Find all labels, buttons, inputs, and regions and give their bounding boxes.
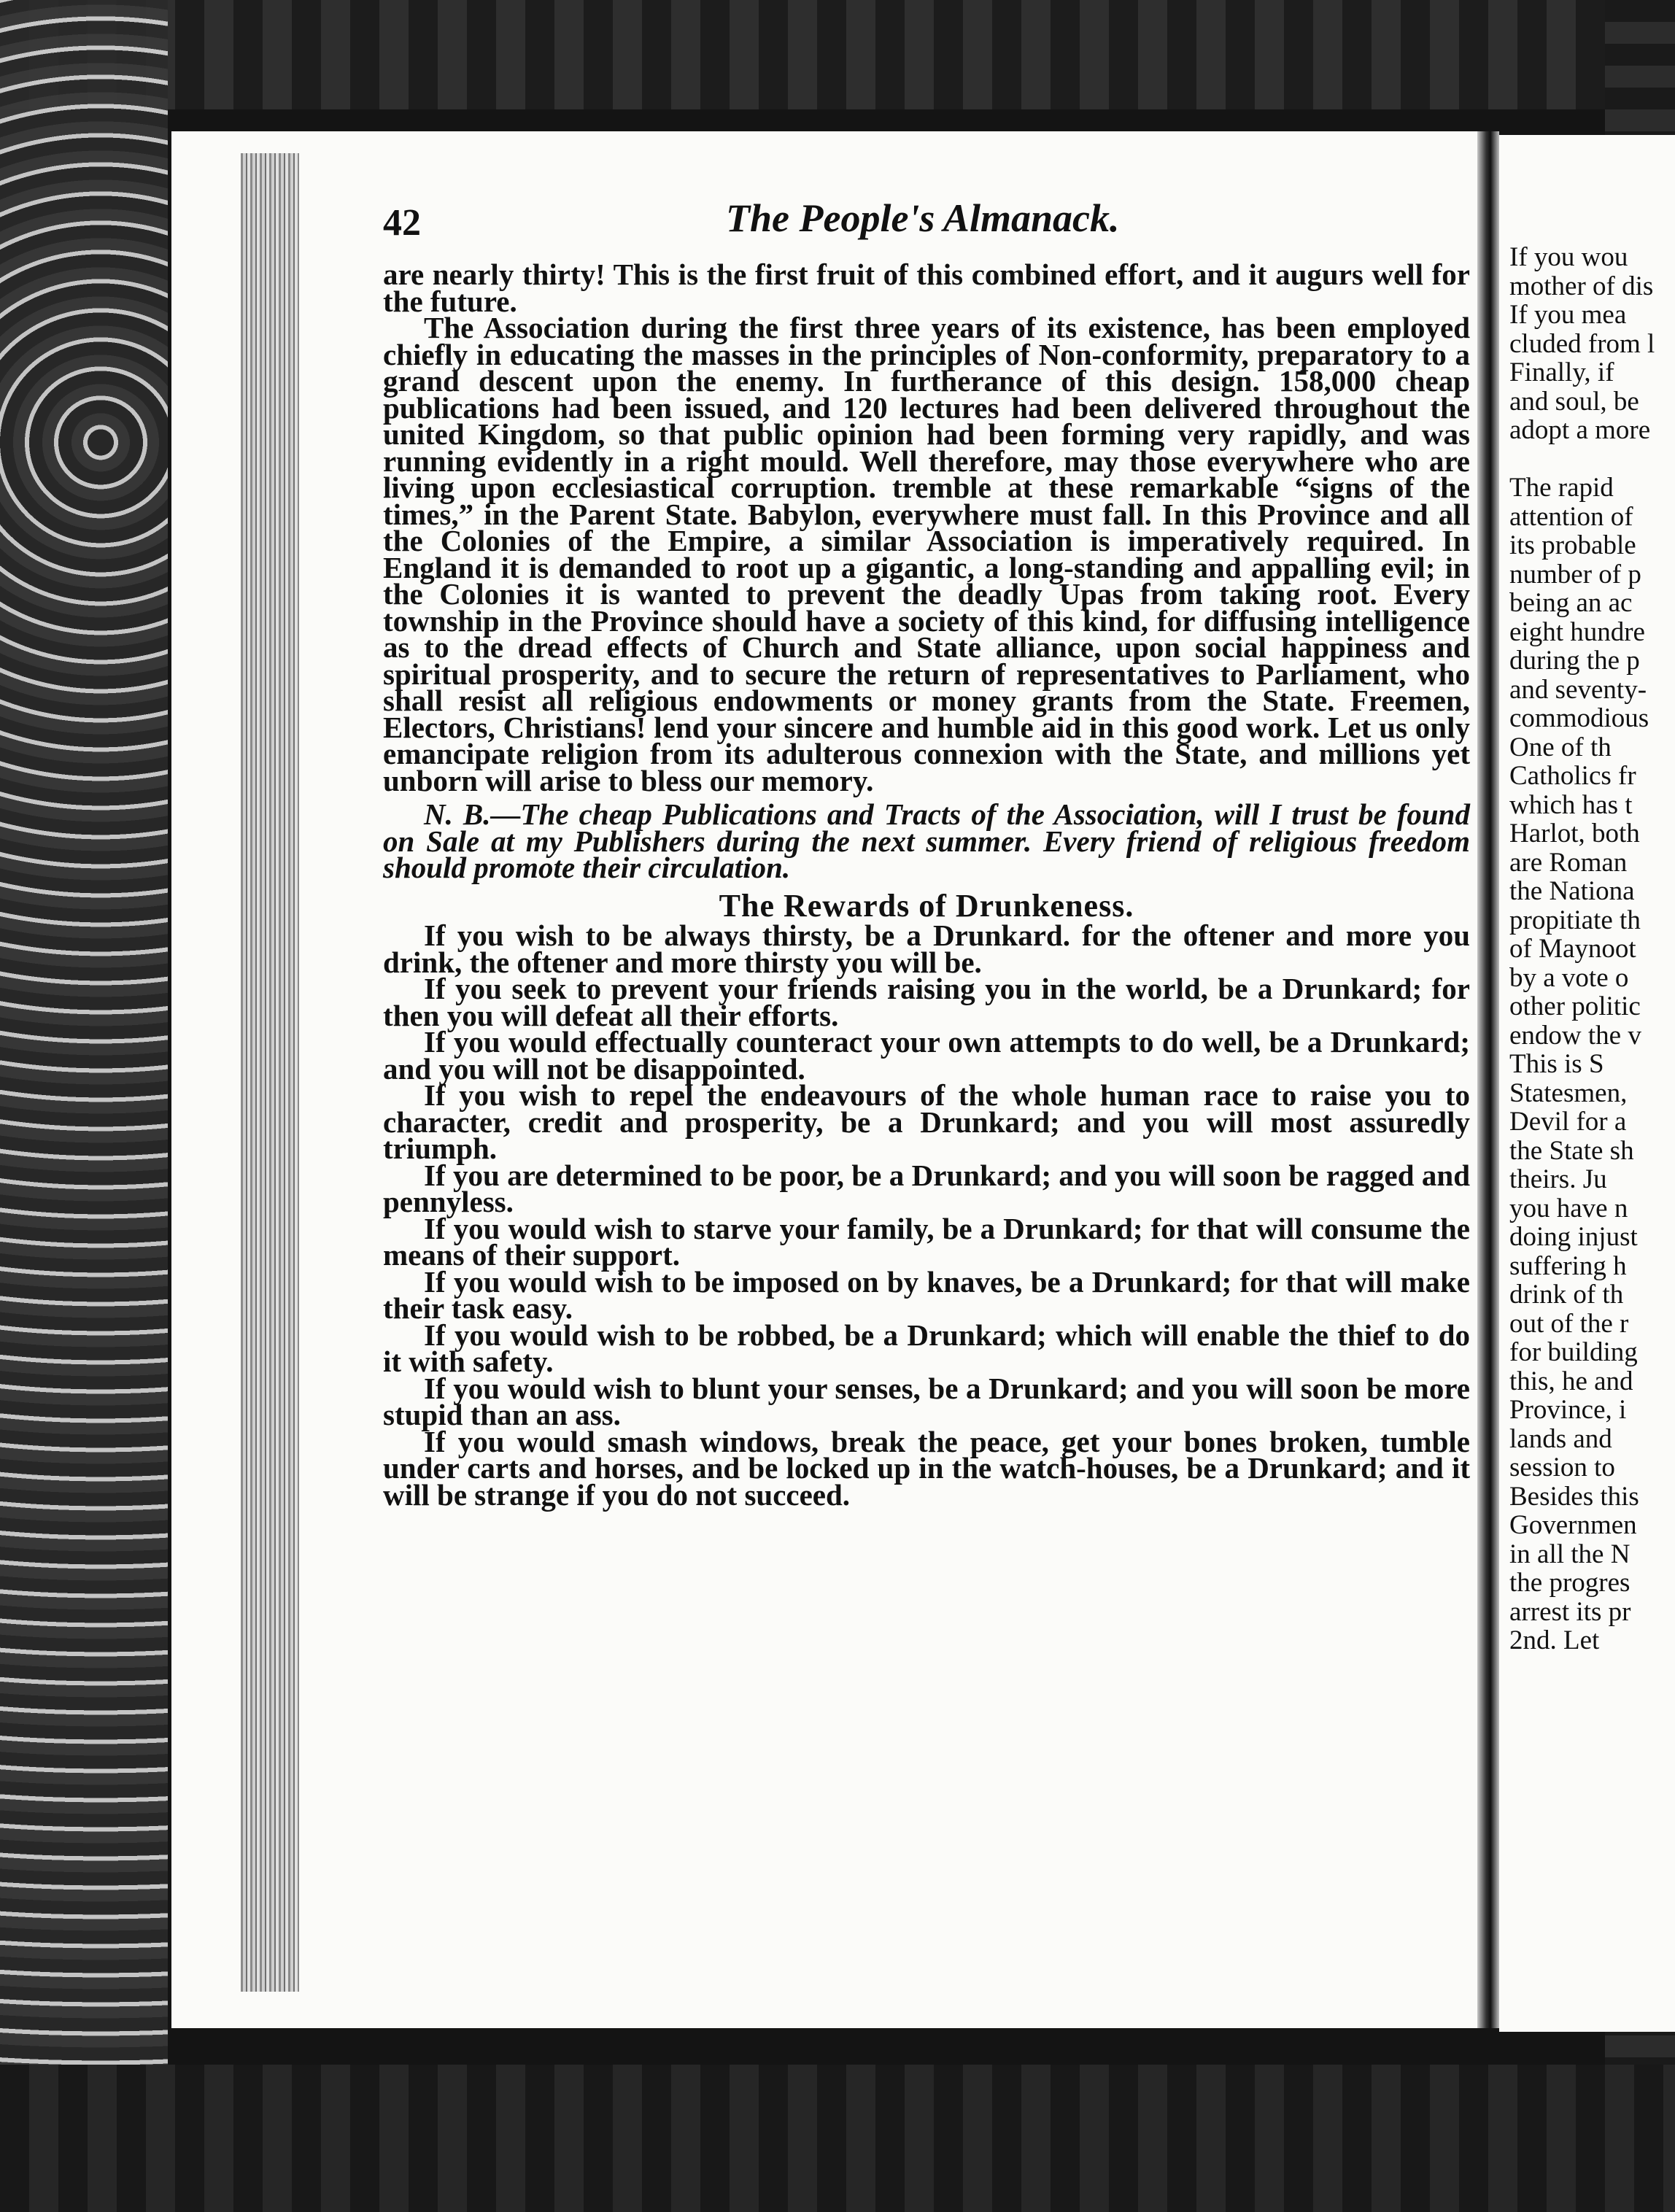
right-page-line: suffering h [1509, 1250, 1627, 1281]
right-page-line: One of th [1509, 732, 1612, 762]
right-page-line: in all the N [1509, 1539, 1630, 1569]
right-page-line: theirs. Ju [1509, 1164, 1607, 1194]
right-page-line: for building [1509, 1337, 1638, 1367]
page-block-edge [241, 153, 299, 1992]
right-page-line: 2nd. Let [1509, 1625, 1600, 1655]
list-item: If you would wish to be imposed on by knaves, be a Drunkard; for that will make their task easy. [383, 1264, 1470, 1325]
list-item: If you would effectually counteract your own attempts to do well, be a Drunkard; and you will not be disappointed. [383, 1025, 1470, 1086]
right-page-line: This is S [1509, 1049, 1604, 1079]
right-page-line: you have n [1509, 1193, 1628, 1223]
right-page-line: adopt a more [1509, 415, 1651, 445]
right-page-line: endow the v [1509, 1020, 1641, 1051]
right-page-line: other politic [1509, 991, 1641, 1021]
running-title: The People's Almanack. [726, 196, 1120, 240]
scan-background-top [0, 0, 1675, 109]
right-page-line: by a vote o [1509, 962, 1629, 993]
right-page-line: and soul, be [1509, 386, 1639, 417]
right-page-line: session to [1509, 1453, 1615, 1482]
right-page-line: the progres [1509, 1568, 1630, 1598]
running-head [383, 196, 1470, 261]
right-page-line: being an ac [1509, 588, 1633, 618]
right-page-line: cluded from l [1509, 328, 1655, 359]
right-page-line: commodious [1509, 703, 1649, 733]
right-page-line: Harlot, both [1509, 819, 1640, 848]
right-page-line: drink of th [1509, 1280, 1624, 1310]
marbled-endpaper [0, 0, 168, 2212]
right-page-line: the Nationa [1509, 876, 1635, 906]
right-page-line: Besides this [1509, 1481, 1639, 1512]
scan-background-bottom [0, 2065, 1675, 2212]
right-page-line: Devil for a [1509, 1107, 1627, 1137]
right-page-text [1509, 243, 1675, 1655]
right-page-line: Governmen [1509, 1510, 1637, 1540]
right-page-line: Statesmen, [1509, 1078, 1628, 1108]
book-gutter [1477, 131, 1499, 2028]
right-page-line: The rapid [1509, 473, 1614, 503]
right-page-line: attention of [1509, 501, 1633, 532]
list-item: If you would wish to blunt your senses, be a Drunkard; and you will soon be more stupid than an ass. [383, 1371, 1470, 1431]
list-item: If you would smash windows, break the peace, get your bones broken, tumble under carts and horses, and be locked up in the watch-houses, be a Drunkard; and it will be strange if you do not succeed. [383, 1424, 1470, 1512]
right-page-line: and seventy- [1509, 674, 1647, 705]
right-page [1499, 135, 1675, 2032]
paragraph: are nearly thirty! This is the first fruit of this combined effort, and it augurs well for the future. [383, 258, 1470, 318]
page-number: 42 [383, 202, 421, 244]
right-page-line: propitiate th [1509, 905, 1641, 935]
right-page-line: Province, i [1509, 1395, 1627, 1425]
section-heading: The Rewards of Drunkeness. [719, 887, 1134, 924]
right-page-line: mother of dis [1509, 271, 1654, 301]
right-page-line: arrest its pr [1509, 1596, 1631, 1627]
right-page-line: doing injust [1509, 1222, 1638, 1252]
list-item: If you are determined to be poor, be a Drunkard; and you will soon be ragged and pennyless. [383, 1158, 1470, 1218]
right-page-line: eight hundre [1509, 616, 1645, 647]
right-page-line: the State sh [1509, 1135, 1634, 1166]
right-page-line: are Roman [1509, 847, 1628, 878]
publisher-note: N. B.—The cheap Publications and Tracts of the Association, will I trust be found on Sale at my Publishers during the next summer. Every friend of religious freedom should promote their circulation. [383, 797, 1470, 884]
main-text [383, 258, 1470, 1512]
right-page-line: If you mea [1509, 300, 1627, 330]
list-item: If you wish to be always thirsty, be a Drunkard. for the oftener and more you drink, the oftener and more thirsty you will be. [383, 919, 1470, 979]
right-page-line [1509, 445, 1675, 474]
right-page-line: its probable [1509, 530, 1636, 560]
list-item: If you wish to repel the endeavours of the whole human race to raise you to character, credit and prosperity, be a Drunkard; and you will most assuredly triumph. [383, 1078, 1470, 1165]
right-page-line: Finally, if [1509, 357, 1614, 387]
right-page-line: lands and [1509, 1423, 1612, 1454]
right-page-line: of Maynoot [1509, 934, 1636, 964]
right-page-line: which has t [1509, 789, 1633, 820]
right-page-line: If you wou [1509, 242, 1628, 272]
right-page-line: this, he and [1509, 1366, 1633, 1396]
paragraph: The Association during the first three years of its existence, has been employed chiefly in educating the masses in the principles of Non-conformity, preparatory to a grand descent upon the enemy. In furtherance of this design. 158,000 cheap publications had been issued, and 120 lectures had been delivered throughout the united Kingdom, so that public opinion had been forming very rapidly, and was running evidently in a right mould. Well therefore, may those everywhere who are living upon ecclesiastical corruption. tremble at these remarkable “signs of the times,” in the Parent State. Babylon, everywhere must fall. In this Province and all the Colonies of the Empire, a similar Association is imperatively required. In England it is demanded to root up a gigantic, a long-standing and appalling evil; in the Colonies it is wanted to prevent the deadly Upas from taking root. Every township in the Province should have a society of this kind, for diffusing intelligence as to the dread effects of Church and State alliance, upon social happiness and spiritual prosperity, and to secure the return of representatives to Parliament, who shall resist all religious endowments or money grants from the State. Freemen, Electors, Christians! lend your sincere and humble aid in this good work. Let us only emancipate religion from its adulterous connexion with the State, and millions yet unborn will arise to bless our memory. [383, 311, 1470, 797]
list-item: If you would wish to be robbed, be a Drunkard; which will enable the thief to do it with safety. [383, 1318, 1470, 1378]
right-page-line: out of the r [1509, 1308, 1629, 1339]
list-item: If you seek to prevent your friends raising you in the world, be a Drunkard; for then you will defeat all their efforts. [383, 972, 1470, 1032]
right-page-line: during the p [1509, 646, 1640, 676]
right-page-line: Catholics fr [1509, 761, 1636, 791]
right-page-line: number of p [1509, 559, 1641, 589]
list-item: If you would wish to starve your family, be a Drunkard; for that will consume the means of their support. [383, 1211, 1470, 1272]
